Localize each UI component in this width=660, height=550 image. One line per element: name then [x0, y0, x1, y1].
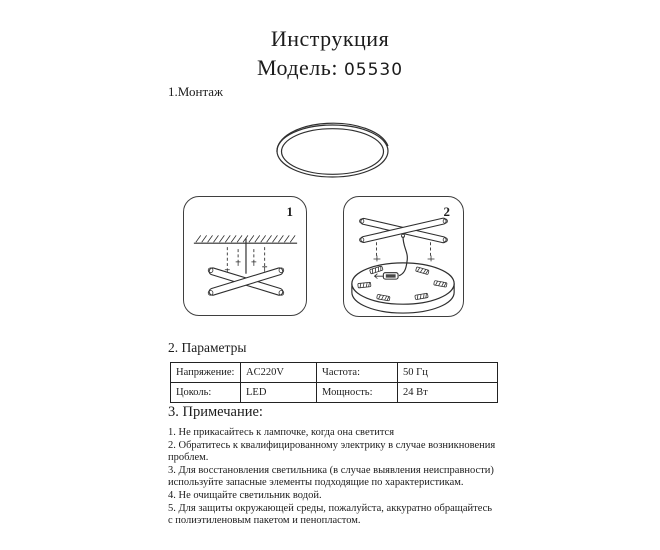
section-heading-notes: 3. Примечание: [168, 404, 263, 420]
params-table [170, 362, 498, 403]
table-row [171, 383, 498, 403]
table-row [171, 363, 498, 383]
note-item: 1. Не прикасайтесь к лампочке, когда она светится [168, 427, 395, 438]
model-label: Модель: [256, 55, 338, 80]
param-value: AC220V [241, 363, 317, 383]
param-value: 24 Вт [398, 383, 498, 403]
model-number: 05530 [343, 60, 404, 80]
param-label: Напряжение: [171, 363, 241, 383]
params-table-body [171, 363, 498, 403]
model-line [0, 55, 660, 81]
param-value: 50 Гц [398, 363, 498, 383]
lamp-drawing-svg [274, 106, 392, 180]
page-title: Инструкция [270, 26, 390, 51]
param-value: LED [241, 383, 317, 403]
param-label: Цоколь: [171, 383, 241, 403]
note-item: 5. Для защиты окружающей среды, пожалуйста, аккуратно обращайтесь с полиэтиленовым пакетом и пенопластом. [168, 502, 493, 527]
notes-list [168, 427, 498, 528]
section-heading-montage: 1.Монтаж [168, 84, 224, 99]
diagram-step1 [183, 196, 307, 316]
section-heading-params: 2. Параметры [168, 340, 247, 355]
note-item: 2. Обратитесь к квалифицированному электрику в случае возникновения проблем. [168, 439, 496, 464]
param-label: Мощность: [317, 383, 398, 403]
note-item: 4. Не очищайте светильник водой. [168, 489, 322, 501]
note-item: 3. Для восстановления светильника (в случае выявления неисправности) используйте запасные элементы подходящие по характеристикам. [168, 464, 494, 489]
step2-number: 2 [443, 204, 450, 219]
step1-number: 1 [286, 204, 293, 219]
diagram-step2 [343, 196, 464, 317]
lamp-illustration [274, 106, 392, 180]
param-label: Частота: [317, 363, 398, 383]
